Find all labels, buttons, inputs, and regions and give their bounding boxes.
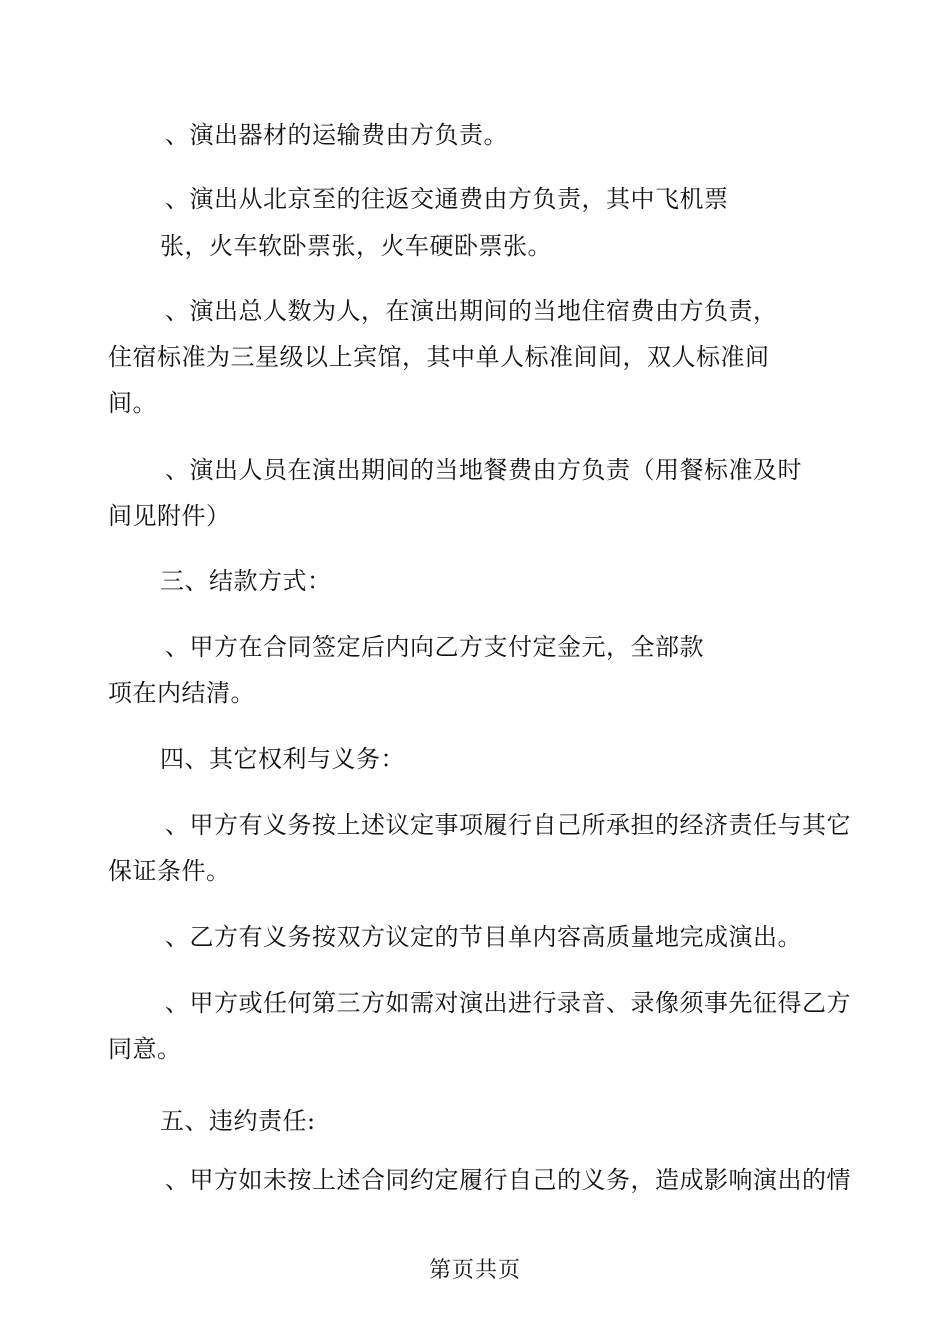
paragraph-party-a-duty-line-2: 保证条件。	[108, 857, 231, 885]
paragraph-recording-line-1: 、甲方或任何第三方如需对演出进行录音、录像须事先征得乙方	[165, 989, 851, 1017]
paragraph-meals-line-1: 、演出人员在演出期间的当地餐费由方负责（用餐标准及时	[165, 456, 802, 484]
section-heading-payment: 三、结款方式：	[160, 567, 332, 595]
paragraph-meals-line-2: 间见附件）	[108, 502, 231, 530]
paragraph-accommodation-line-1: 、演出总人数为人，在演出期间的当地住宿费由方负责，	[165, 297, 778, 325]
paragraph-breach-a-line-1: 、甲方如未按上述合同约定履行自己的义务，造成影响演出的情	[165, 1166, 851, 1194]
paragraph-recording-line-2: 同意。	[108, 1035, 182, 1063]
paragraph-travel-line-2: 张，火车软卧票张，火车硬卧票张。	[160, 232, 552, 260]
section-heading-rights: 四、其它权利与义务：	[160, 745, 405, 773]
paragraph-party-b-duty: 、乙方有义务按双方议定的节目单内容高质量地完成演出。	[165, 923, 802, 951]
paragraph-party-a-duty-line-1: 、甲方有义务按上述议定事项履行自己所承担的经济责任与其它	[165, 811, 851, 839]
paragraph-payment-line-1: 、甲方在合同签定后内向乙方支付定金元，全部款	[165, 633, 704, 661]
paragraph-payment-line-2: 项在内结清。	[108, 679, 255, 707]
paragraph-equipment-transport: 、演出器材的运输费由方负责。	[165, 121, 508, 149]
page-number-footer: 第页共页	[428, 1258, 521, 1283]
paragraph-travel-line-1: 、演出从北京至的往返交通费由方负责，其中飞机票	[165, 185, 729, 213]
section-heading-breach: 五、违约责任:	[160, 1107, 316, 1135]
paragraph-accommodation-line-2: 住宿标准为三星级以上宾馆，其中单人标准间间，双人标准间	[108, 343, 770, 371]
paragraph-accommodation-line-3: 间。	[108, 389, 157, 417]
